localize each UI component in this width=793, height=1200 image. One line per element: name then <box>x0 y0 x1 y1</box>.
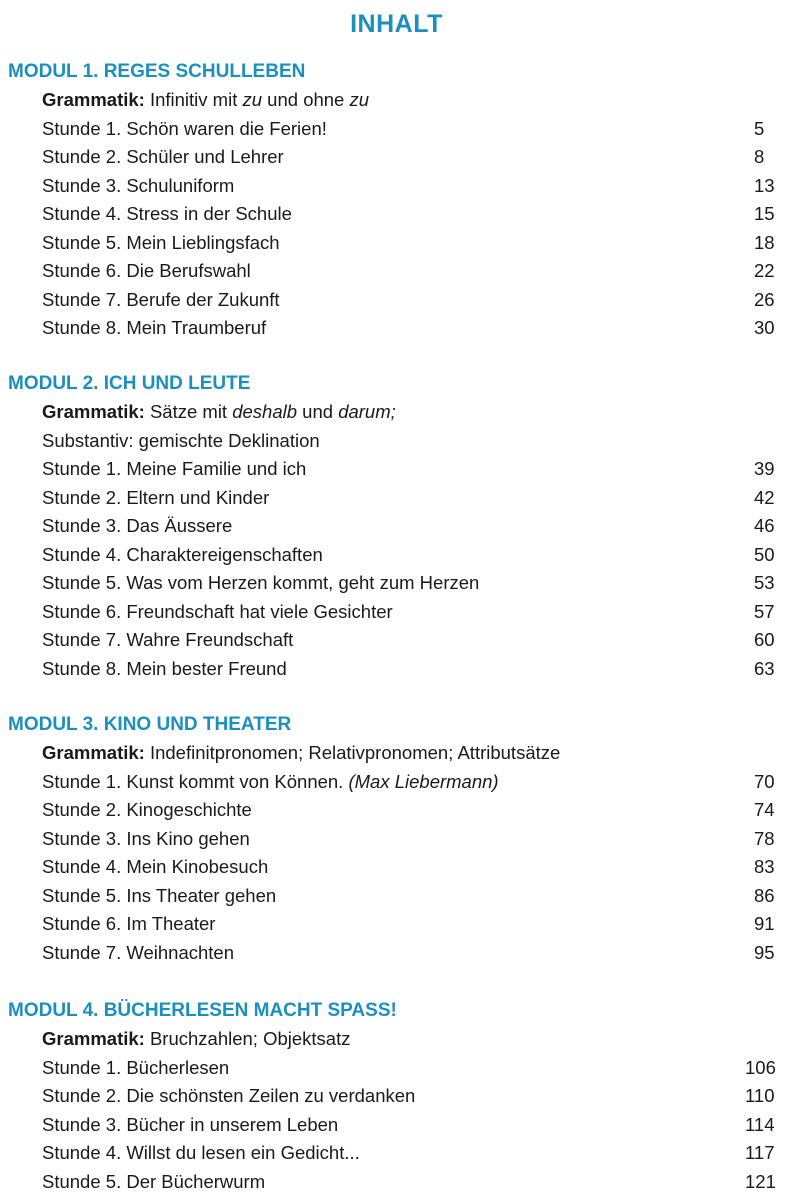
toc-entry[interactable] <box>0 229 793 258</box>
toc-entry-page: 39 <box>754 458 775 479</box>
toc-entry-page: 8 <box>754 146 765 167</box>
toc-entry-title: Stunde 8. Mein Traumberuf <box>42 317 267 338</box>
toc-entry-title: Stunde 2. Schüler und Lehrer <box>42 146 284 167</box>
toc-entry-title: Stunde 6. Die Berufswahl <box>42 260 251 281</box>
grammar-label: Grammatik: <box>42 742 145 763</box>
toc-entry[interactable] <box>0 1168 793 1197</box>
modul-1-section <box>0 58 793 343</box>
toc-entry[interactable] <box>0 115 793 144</box>
page-title: INHALT <box>350 10 443 38</box>
toc-entry-title: Stunde 1. Kunst kommt von Können. <box>42 770 349 792</box>
toc-entry[interactable] <box>0 882 793 911</box>
toc-entry[interactable] <box>0 569 793 598</box>
toc-entry-page: 63 <box>754 657 775 679</box>
toc-entry-page: 70 <box>754 770 775 792</box>
toc-entry-page: 74 <box>754 799 775 820</box>
toc-entry-page: 86 <box>754 884 775 906</box>
toc-entry-title: Stunde 3. Das Äussere <box>42 515 233 536</box>
toc-entry[interactable] <box>0 655 793 684</box>
toc-entry-page: 91 <box>754 913 775 934</box>
toc-entry-title: Stunde 1. Meine Familie und ich <box>42 458 307 479</box>
grammar-label: Grammatik: <box>42 89 145 110</box>
modul-1-grammar: Grammatik: Infinitiv mit zu und ohne zu <box>42 89 370 110</box>
modul-4-section <box>0 997 793 1196</box>
toc-entry-page: 26 <box>754 288 775 310</box>
modul-2-section <box>0 370 793 683</box>
toc-entry[interactable] <box>0 598 793 627</box>
toc-entry[interactable] <box>0 172 793 201</box>
toc-entry-page: 42 <box>754 486 775 508</box>
toc-entry-page: 114 <box>745 1113 775 1135</box>
toc-entry[interactable] <box>0 484 793 513</box>
toc-entry-title: Stunde 2. Eltern und Kinder <box>42 486 270 508</box>
toc-entry[interactable] <box>0 768 793 797</box>
toc-entry[interactable] <box>0 1111 793 1140</box>
toc-entry-page: 83 <box>754 856 775 877</box>
toc-entry-title: Stunde 6. Freundschaft hat viele Gesichter <box>42 600 393 622</box>
toc-entry-page: 78 <box>754 827 775 849</box>
toc-entry-title: Stunde 4. Mein Kinobesuch <box>42 856 269 877</box>
toc-entry-title: Stunde 7. Weihnachten <box>42 941 234 963</box>
toc-entry-title: Stunde 2. Die schönsten Zeilen zu verdanken <box>42 1085 416 1106</box>
toc-entry[interactable] <box>0 200 793 229</box>
modul-2-grammar: Grammatik: Sätze mit deshalb und darum; <box>42 401 396 422</box>
modul-3-heading: MODUL 3. KINO UND THEATER <box>8 714 292 735</box>
grammar-label: Grammatik: <box>42 1028 145 1049</box>
toc-entry-page: 53 <box>754 572 775 593</box>
toc-entry-page: 57 <box>754 600 775 622</box>
toc-entry-title: Stunde 7. Berufe der Zukunft <box>42 288 280 310</box>
toc-entry-page: 46 <box>754 515 775 536</box>
toc-entry-title: Stunde 5. Was vom Herzen kommt, geht zum Herzen <box>42 572 480 593</box>
toc-entry-page: 117 <box>745 1142 775 1163</box>
toc-entry-page: 22 <box>754 260 775 281</box>
toc-entry[interactable] <box>0 796 793 825</box>
toc-entry-title: Stunde 5. Mein Lieblingsfach <box>42 231 280 253</box>
toc-entry[interactable] <box>0 910 793 939</box>
toc-entry[interactable] <box>0 939 793 968</box>
toc-entry-title: Stunde 7. Wahre Freundschaft <box>42 629 294 650</box>
toc-entry-title: Stunde 4. Willst du lesen ein Gedicht... <box>42 1142 360 1163</box>
toc-entry-title: Stunde 8. Mein bester Freund <box>42 657 287 679</box>
toc-entry[interactable] <box>0 1139 793 1168</box>
toc-entry[interactable] <box>0 825 793 854</box>
toc-entry[interactable] <box>0 626 793 655</box>
modul-1-heading: MODUL 1. REGES SCHULLEBEN <box>8 61 306 82</box>
toc-entry-title: Stunde 5. Ins Theater gehen <box>42 884 277 906</box>
toc-entry-quote-author: (Max Liebermann) <box>348 770 499 792</box>
toc-entry[interactable] <box>0 143 793 172</box>
toc-entry-page: 15 <box>754 203 775 224</box>
toc-entry-page: 110 <box>745 1085 775 1106</box>
toc-entry[interactable] <box>0 541 793 570</box>
toc-entry[interactable] <box>0 853 793 882</box>
toc-entry-title: Stunde 1. Bücherlesen <box>42 1056 230 1078</box>
toc-entry-title: Stunde 4. Stress in der Schule <box>42 203 292 224</box>
modul-3-section <box>0 711 793 967</box>
toc-entry-title: Stunde 3. Schuluniform <box>42 174 235 196</box>
toc-entry-title: Stunde 2. Kinogeschichte <box>42 799 252 820</box>
toc-entry-page: 60 <box>754 629 775 650</box>
toc-entry-title: Stunde 3. Ins Kino gehen <box>42 827 250 849</box>
toc-entry-title: Stunde 3. Bücher in unserem Leben <box>42 1113 339 1135</box>
toc-entry-title: Stunde 6. Im Theater <box>42 913 216 934</box>
toc-entry-page: 95 <box>754 941 775 963</box>
toc-entry-page: 13 <box>754 174 775 196</box>
toc-entry[interactable] <box>0 1054 793 1083</box>
toc-entry[interactable] <box>0 455 793 484</box>
toc-entry-page: 5 <box>754 117 765 139</box>
toc-entry-page: 106 <box>745 1056 776 1078</box>
toc-entry[interactable] <box>0 512 793 541</box>
toc-entry[interactable] <box>0 1082 793 1111</box>
toc-entry-title: Stunde 1. Schön waren die Ferien! <box>42 117 327 139</box>
toc-entry-page: 121 <box>745 1170 776 1192</box>
modul-3-grammar: Grammatik: Indefinitpronomen; Relativpronomen; Attributsätze <box>42 742 561 763</box>
toc-entry-title: Stunde 5. Der Bücherwurm <box>42 1170 266 1192</box>
toc-entry[interactable] <box>0 314 793 343</box>
toc-entry[interactable] <box>0 286 793 315</box>
modul-2-grammar-second: Substantiv: gemischte Deklination <box>42 429 320 451</box>
toc-entry-page: 50 <box>754 543 775 565</box>
grammar-label: Grammatik: <box>42 401 145 422</box>
modul-4-heading: MODUL 4. BÜCHERLESEN MACHT SPASS! <box>8 1000 397 1021</box>
modul-4-grammar: Grammatik: Bruchzahlen; Objektsatz <box>42 1028 351 1049</box>
toc-entry-page: 30 <box>754 317 775 338</box>
toc-entry-page: 18 <box>754 231 775 253</box>
toc-entry[interactable] <box>0 257 793 286</box>
modul-2-heading: MODUL 2. ICH UND LEUTE <box>8 373 251 394</box>
toc-entry-title: Stunde 4. Charaktereigenschaften <box>42 543 323 565</box>
